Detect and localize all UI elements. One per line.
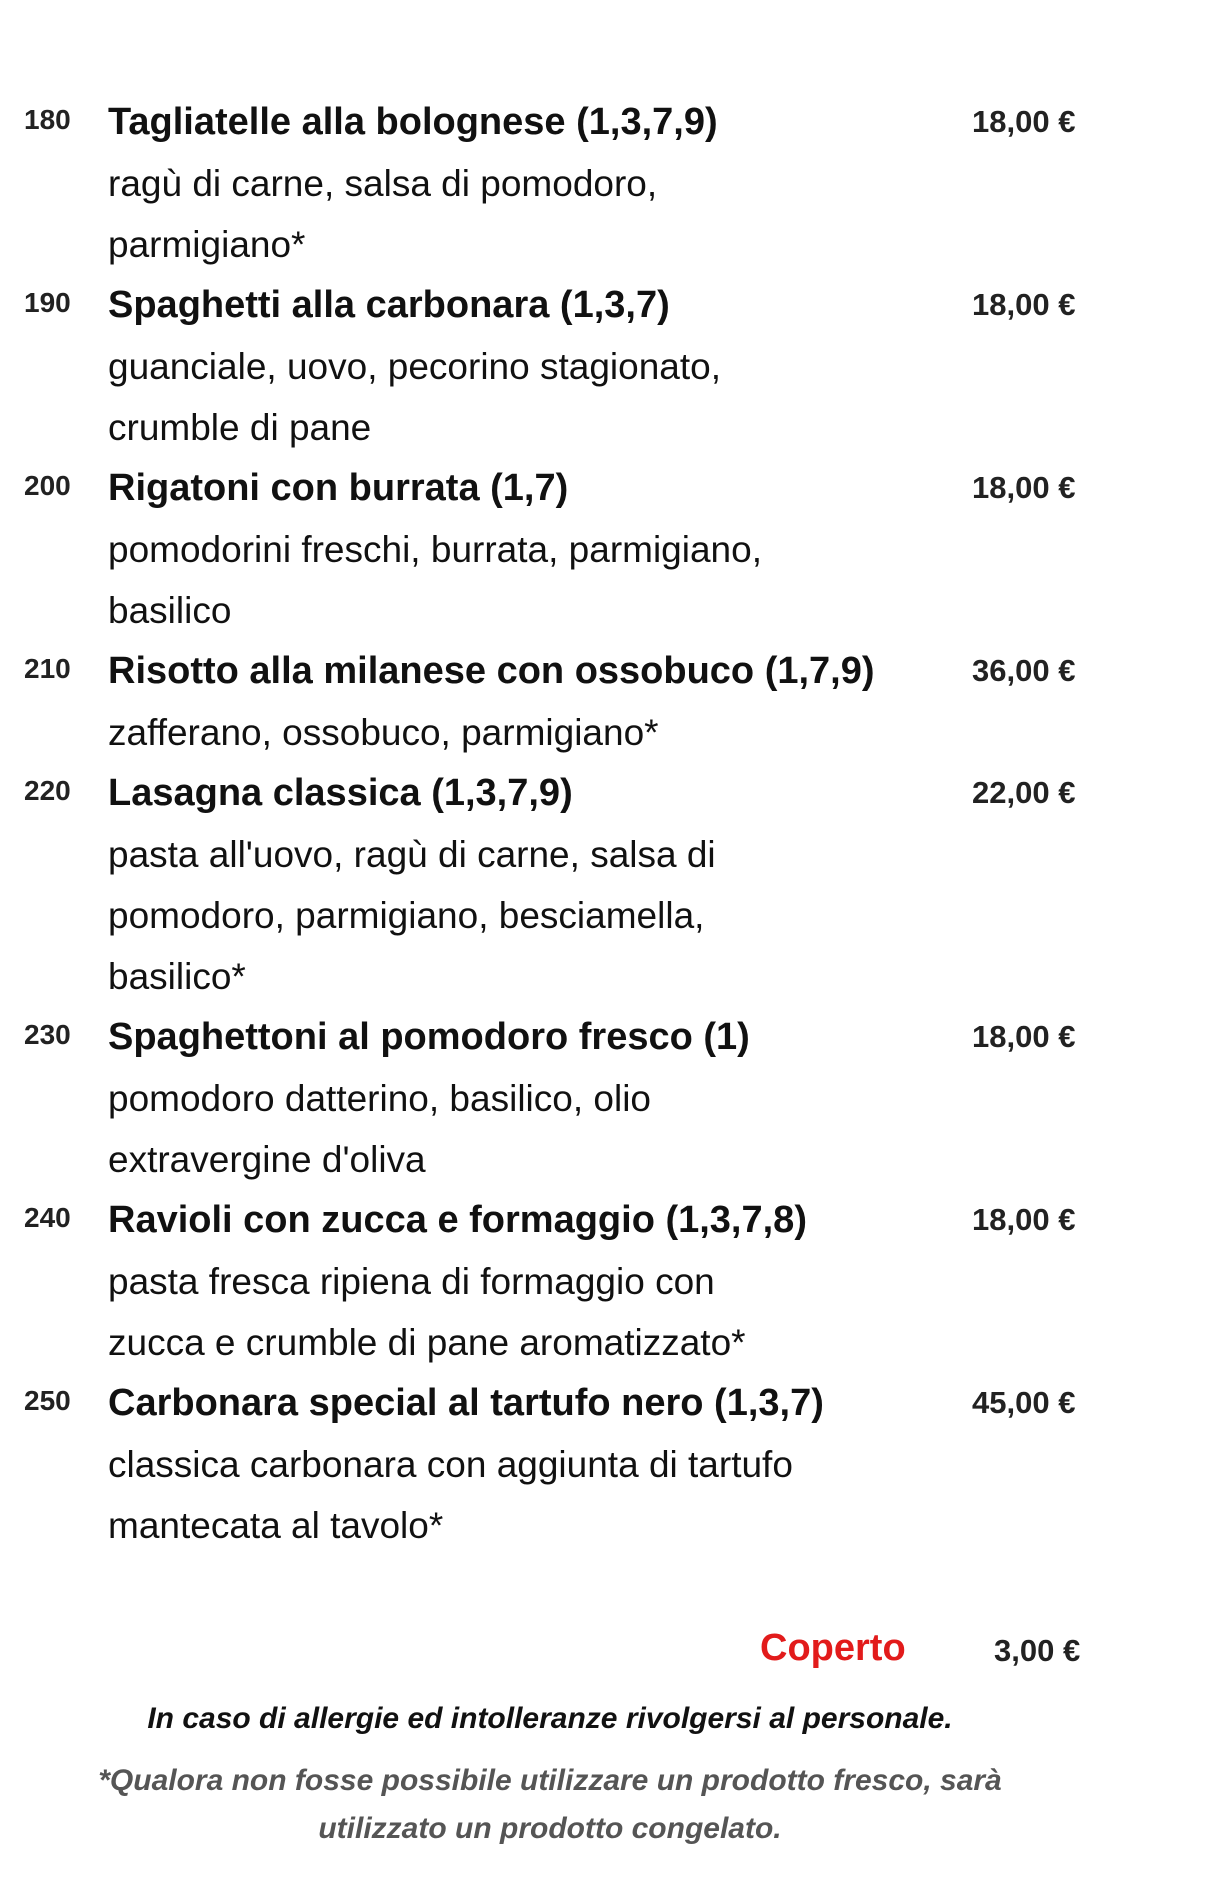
item-description [108,702,948,763]
item-price: 22,00 € [972,775,1076,810]
menu-item [0,763,1212,1007]
item-body [108,1190,948,1373]
menu-list [0,92,1212,1556]
item-body [108,92,948,275]
item-number: 230 [24,1019,71,1050]
item-body [108,275,948,458]
menu-item [0,1007,1212,1190]
item-body [108,1007,948,1190]
item-price: 45,00 € [972,1385,1076,1420]
description-line: pomodoro datterino, basilico, olio [108,1078,651,1119]
description-line: ragù di carne, salsa di pomodoro, [108,163,658,204]
description-line: basilico [108,590,232,631]
item-number: 220 [24,775,71,806]
description-line: pasta fresca ripiena di formaggio con [108,1261,715,1302]
item-title: Ravioli con zucca e formaggio (1,3,7,8) [108,1199,807,1241]
item-description [108,824,948,1007]
item-price: 18,00 € [972,104,1076,139]
item-price: 18,00 € [972,1202,1076,1237]
frozen-note-line: utilizzato un prodotto congelato. [318,1812,782,1845]
description-line: pasta all'uovo, ragù di carne, salsa di [108,834,716,875]
item-number: 250 [24,1385,71,1416]
frozen-product-note [0,1757,1100,1853]
description-line: parmigiano* [108,224,306,265]
item-title: Spaghetti alla carbonara (1,3,7) [108,284,670,326]
description-line: classica carbonara con aggiunta di tartufo [108,1444,793,1485]
item-title: Lasagna classica (1,3,7,9) [108,772,573,814]
allergy-note: In caso di allergie ed intolleranze rivolgersi al personale. [147,1702,953,1735]
menu-item [0,275,1212,458]
description-line: crumble di pane [108,407,372,448]
cover-charge-label: Coperto [760,1627,906,1669]
menu-item [0,92,1212,275]
item-number: 190 [24,287,71,318]
item-description [108,1068,948,1190]
menu-item [0,458,1212,641]
item-title: Risotto alla milanese con ossobuco (1,7,9) [108,650,875,692]
description-line: extravergine d'oliva [108,1139,426,1180]
item-number: 200 [24,470,71,501]
menu-item [0,1373,1212,1556]
item-price: 18,00 € [972,470,1076,505]
item-description [108,519,948,641]
item-price: 18,00 € [972,1019,1076,1054]
item-number: 240 [24,1202,71,1233]
item-body [108,458,948,641]
item-description [108,336,948,458]
description-line: guanciale, uovo, pecorino stagionato, [108,346,721,387]
description-line: zucca e crumble di pane aromatizzato* [108,1322,746,1363]
menu-item [0,641,1212,763]
description-line: pomodoro, parmigiano, besciamella, [108,895,705,936]
item-number: 210 [24,653,71,684]
item-description [108,153,948,275]
item-body [108,763,948,1007]
description-line: mantecata al tavolo* [108,1505,444,1546]
item-price: 36,00 € [972,653,1076,688]
description-line: pomodorini freschi, burrata, parmigiano, [108,529,762,570]
item-title: Carbonara special al tartufo nero (1,3,7) [108,1382,824,1424]
item-number: 180 [24,104,71,135]
description-line: zafferano, ossobuco, parmigiano* [108,712,659,753]
item-price: 18,00 € [972,287,1076,322]
item-body [108,1373,948,1556]
frozen-note-line: *Qualora non fosse possibile utilizzare un prodotto fresco, sarà [98,1764,1002,1797]
item-title: Tagliatelle alla bolognese (1,3,7,9) [108,101,718,143]
cover-charge-row [0,1626,1212,1686]
description-line: basilico* [108,956,246,997]
cover-charge-price: 3,00 € [994,1633,1081,1668]
item-description [108,1251,948,1373]
item-title: Rigatoni con burrata (1,7) [108,467,569,509]
item-description [108,1434,948,1556]
item-body [108,641,948,763]
menu-item [0,1190,1212,1373]
item-title: Spaghettoni al pomodoro fresco (1) [108,1016,750,1058]
